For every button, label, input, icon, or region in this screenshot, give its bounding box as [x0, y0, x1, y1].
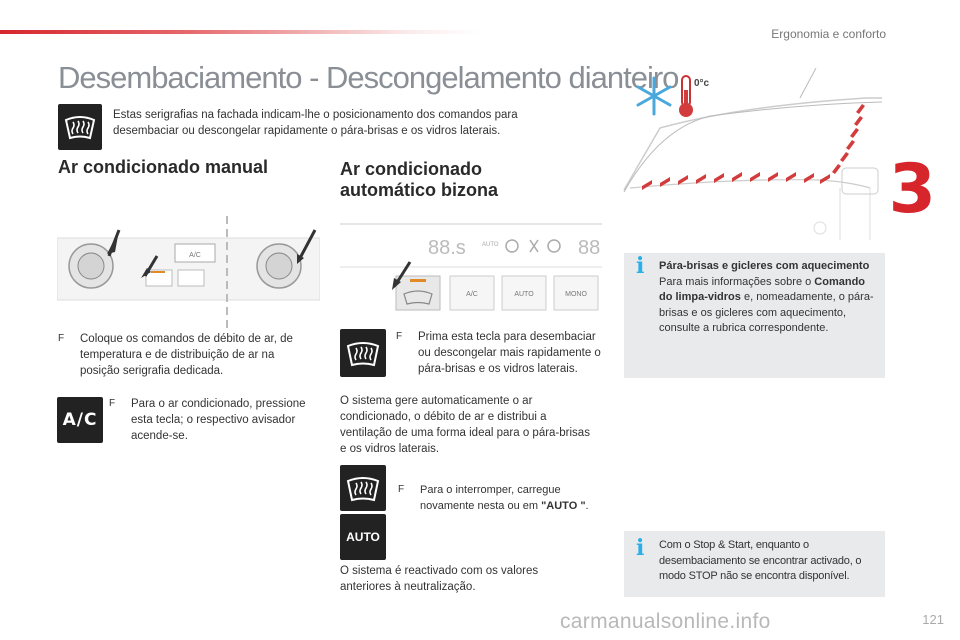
auto-key-icon: [340, 514, 386, 560]
snowflake-icon: [638, 78, 670, 114]
windscreen-demist-key-icon: [340, 329, 386, 377]
auto-panel-display-digits: 88.s: [428, 237, 466, 259]
auto-step-2-text-bold: "AUTO ": [541, 500, 586, 512]
bullet-icon: F: [58, 333, 65, 344]
manual-step-1-text: Coloque os comandos de débito de ar, de temperatura e de distribuição de ar na posição serigrafia dedicada.: [80, 333, 293, 377]
auto-ac-heading: [340, 159, 498, 201]
thermometer-icon: [679, 76, 693, 117]
auto-panel-auto-button: AUTO: [514, 291, 534, 298]
auto-ac-heading-line2: automático bizona: [340, 180, 499, 200]
windscreen-illustration: [620, 68, 885, 243]
info-box-2-text: Com o Stop & Start, enquanto o desembaciamento se encontrar activado, o modo STOP não se encontra disponível.: [659, 539, 862, 582]
ac-key-icon: [57, 397, 103, 443]
auto-panel-display-digits-right: 88: [578, 237, 601, 259]
bullet-icon: F: [398, 484, 405, 495]
auto-paragraph-1: O sistema gere automaticamente o ar condicionado, o débito de ar e distribui a ventilação de uma forma ideal para o pára-brisas e os vidros laterais.: [340, 395, 590, 455]
windscreen-demist-icon: [58, 104, 102, 150]
manual-step-2-text: Para o ar condicionado, pressione esta tecla; o respectivo avisador acende-se.: [131, 398, 306, 442]
auto-step-2-text-main: Para o interromper, carregue novamente nesta ou em: [420, 484, 561, 512]
intro-text: Estas serigrafias na fachada indicam-lhe o posicionamento dos comandos para desembaciar ou descongelar rapidamente o pára-brisas e os vidros laterais.: [113, 109, 518, 137]
info-box-1-text: [659, 275, 875, 337]
info-icon: i: [636, 535, 645, 561]
manual-panel-ac-label: A/C: [189, 252, 201, 259]
bullet-icon: F: [396, 331, 403, 342]
header-accent-bar: [0, 30, 480, 34]
bullet-icon: F: [109, 398, 116, 409]
chapter-number: 3: [888, 150, 936, 229]
auto-panel-ac-button: A/C: [466, 291, 478, 298]
auto-step-2-text-end: .: [585, 500, 589, 512]
info-box-stop-start: [624, 531, 885, 597]
auto-panel-mono-button: MONO: [565, 291, 587, 298]
info-icon: i: [636, 253, 645, 279]
auto-control-panel-illustration: [340, 222, 602, 316]
info-box-1-text-a: Para mais informações sobre o: [659, 275, 815, 288]
manual-ac-heading: Ar condicionado manual: [58, 157, 269, 177]
manual-step-1: [58, 331, 310, 379]
auto-panel-small-label: AUTO: [482, 242, 499, 248]
temperature-label: 0°c: [694, 78, 710, 89]
windscreen-demist-key-icon-2: [340, 465, 386, 511]
auto-ac-heading-line1: Ar condicionado: [340, 159, 483, 179]
info-box-1-text-b: e, nomeadamente, o pára-brisas e os gicleres com aquecimento, consulte a rubrica correspondente.: [659, 291, 874, 334]
watermark: carmanualsonline.info: [560, 610, 771, 633]
auto-paragraph-2: O sistema é reactivado com os valores anteriores à neutralização.: [340, 565, 539, 593]
manual-control-panel-illustration: [57, 216, 320, 332]
auto-step-2-text: [398, 482, 608, 514]
page-title: Desembaciamento - Descongelamento dianteiro: [58, 60, 679, 95]
auto-step-1: [396, 329, 602, 377]
info-box-1-title: Pára-brisas e gicleres com aquecimento: [659, 260, 870, 272]
page-number: 121: [922, 612, 944, 627]
auto-step-2: [398, 482, 608, 514]
info-box-1-content: [659, 259, 875, 337]
auto-key-label: AUTO: [346, 530, 380, 544]
info-box-heated-windscreen: [624, 253, 885, 378]
manual-step-2: [109, 396, 321, 444]
ac-key-label: A/C: [62, 410, 98, 430]
heating-wave-marks: [642, 104, 865, 190]
info-box-1-text-bold: Comando do limpa-vidros: [659, 275, 866, 303]
section-header: Ergonomia e conforto: [771, 27, 886, 41]
auto-step-1-text: Prima esta tecla para desembaciar ou descongelar mais rapidamente o pára-brisas e os vidros laterais.: [418, 331, 601, 375]
